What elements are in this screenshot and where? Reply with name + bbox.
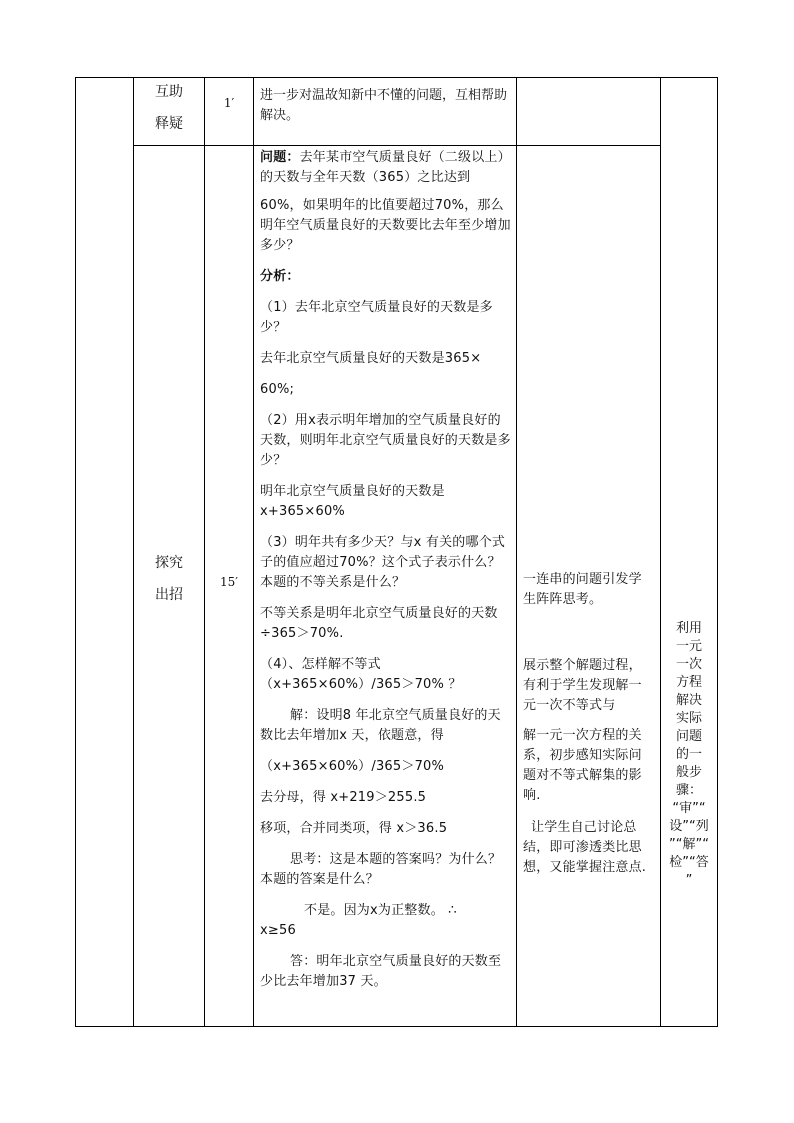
design-intent-line: 实际 — [675, 711, 702, 726]
teacher-note: 让学生自己讨论总结，即可渗透类比思想，又能掌握注意点. — [523, 820, 647, 875]
think-question: 思考：这是本题的答案吗？为什么？本题的答案是什么？ — [260, 852, 502, 887]
design-intent-line: 骤： — [675, 783, 702, 798]
solution-step: 移项，合并同类项，得 x＞36.5 — [260, 821, 448, 836]
table-right-border — [717, 77, 718, 1027]
time-allocation: 15′ — [220, 575, 238, 589]
column-divider-2 — [204, 77, 205, 1027]
problem-text-continued: 60%，如果明年的比值要超过70%，那么明年空气质量良好的天数要比去年至少增加多少？ — [260, 198, 511, 253]
section-label-explore — [134, 547, 204, 611]
design-intent-line: ” — [685, 873, 693, 888]
design-intent-line: ”“解”“ — [669, 837, 709, 852]
section-label-line: 互助 — [155, 84, 183, 100]
section-label-line: 探究 — [155, 555, 183, 571]
analysis-label: 分析： — [260, 269, 300, 284]
question-1: （1）去年北京空气质量良好的天数是多少？ — [260, 300, 493, 335]
problem-text: 去年某市空气质量良好（二级以上）的天数与全年天数（365）之比达到 — [260, 150, 511, 185]
final-answer: 答：明年北京空气质量良好的天数至少比去年增加37 天。 — [260, 954, 502, 989]
design-intent-line: 一次 — [675, 657, 702, 672]
problem-paragraph — [260, 148, 512, 188]
teacher-note: 展示整个解题过程，有利于学生发现解一元一次不等式与 — [523, 658, 642, 713]
design-intent-line: 利用 — [675, 621, 702, 636]
not-answer-text: 不是。因为x为正整数。 ∴ — [304, 903, 457, 918]
solution-equation: （x+365×60%）/365＞70% — [260, 759, 445, 774]
problem-label: 问题： — [260, 150, 300, 165]
answer-2: 明年北京空气质量良好的天数是x+365×60% — [260, 484, 445, 519]
answer-3: 不等关系是明年北京空气质量良好的天数÷365＞70%. — [260, 606, 498, 641]
design-intent-line: 的一 — [675, 747, 702, 762]
design-intent-line: 检”“答 — [669, 855, 709, 870]
answer-1-line: 去年北京空气质量良好的天数是365× — [260, 351, 482, 366]
question-2: （2）用x表示明年增加的空气质量良好的天数，则明年北京空气质量良好的天数是多少？ — [260, 413, 511, 468]
result: x≥56 — [260, 923, 296, 938]
solution-step: 解：设明8 年北京空气质量良好的天数比去年增加x 天，依题意，得 — [260, 708, 501, 743]
row-content — [260, 148, 512, 1003]
row-divider — [133, 145, 661, 146]
teacher-note: 一连串的问题引发学生阵阵思考。 — [523, 572, 642, 607]
design-intent-line: 般步 — [675, 765, 702, 780]
design-intent-line: 一元 — [675, 639, 702, 654]
table-bottom-border — [75, 1026, 718, 1027]
section-label-mutual-help — [134, 76, 204, 140]
design-intent — [661, 620, 717, 890]
design-intent-line: 设”“列 — [669, 819, 709, 834]
question-4: （4）、怎样解不等式（x+365×60%）/365＞70% ？ — [260, 657, 462, 692]
table-left-border — [75, 77, 76, 1027]
answer-1-continued: 60%; — [260, 382, 295, 397]
design-intent-line: “审”“ — [672, 801, 706, 816]
solution-step: 去分母，得 x+219＞255.5 — [260, 790, 427, 805]
design-intent-line: 解决 — [675, 693, 702, 708]
column-divider-3 — [253, 77, 254, 1027]
time-allocation: 1′ — [223, 96, 235, 110]
design-intent-line: 方程 — [675, 675, 702, 690]
question-3: （3）明年共有多少天？与x 有关的哪个式子的值应超过70%？这个式子表示什么？本题的不等关系是什么？ — [260, 535, 506, 590]
column-divider-4 — [516, 77, 517, 1027]
row-content: 进一步对温故知新中不懂的问题，互相帮助解决。 — [260, 88, 508, 123]
teacher-note: 解一元一次方程的关系，初步感知实际问题对不等式解集的影响. — [523, 728, 642, 803]
not-answer — [260, 901, 512, 921]
section-label-line: 出招 — [155, 587, 183, 603]
section-label-line: 释疑 — [155, 116, 183, 132]
answer-1 — [260, 349, 512, 369]
design-intent-line: 问题 — [675, 729, 702, 744]
teacher-notes — [523, 570, 653, 878]
